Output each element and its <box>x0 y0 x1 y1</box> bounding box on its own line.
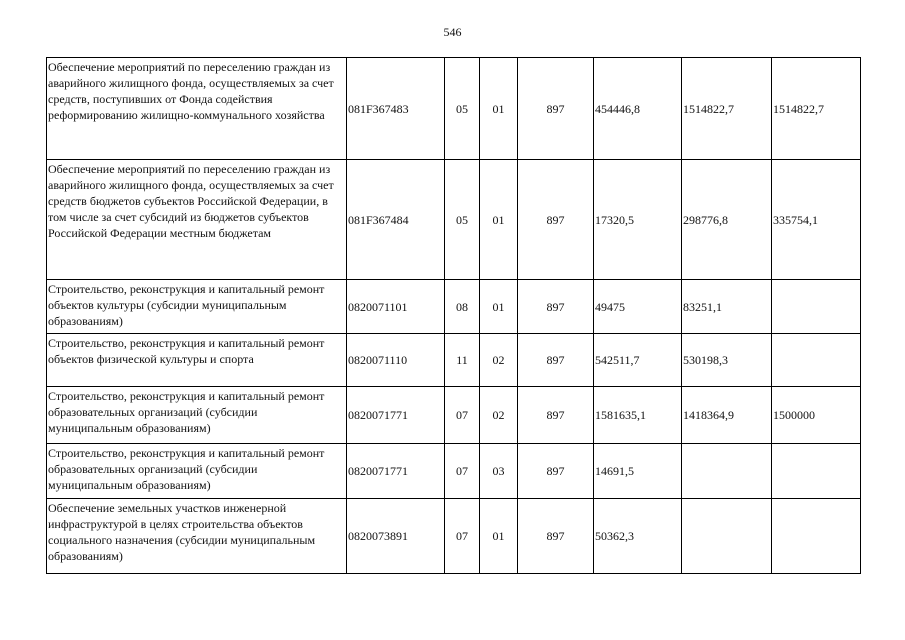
target-code-cell: 0820071771 <box>347 444 445 499</box>
amount-3-cell <box>772 280 861 334</box>
expense-name-cell: Обеспечение мероприятий по переселению граждан из аварийного жилищного фонда, осуществляемых за счет средств, поступивших от Фонда содействия реформированию жилищно-коммунального хозяйства <box>47 58 347 160</box>
subsection-cell: 01 <box>480 58 518 160</box>
amount-1-cell: 1581635,1 <box>594 387 682 444</box>
group-cell: 897 <box>518 160 594 280</box>
subsection-cell: 02 <box>480 334 518 387</box>
subsection-cell: 01 <box>480 280 518 334</box>
expense-name-cell: Строительство, реконструкция и капитальный ремонт образовательных организаций (субсидии муниципальным образованиям) <box>47 387 347 444</box>
amount-3-cell: 1500000 <box>772 387 861 444</box>
amount-2-cell: 1514822,7 <box>682 58 772 160</box>
section-cell: 08 <box>445 280 480 334</box>
expense-name-cell: Строительство, реконструкция и капитальный ремонт образовательных организаций (субсидии муниципальным образованиям) <box>47 444 347 499</box>
subsection-cell: 03 <box>480 444 518 499</box>
subsection-cell: 02 <box>480 387 518 444</box>
amount-2-cell <box>682 499 772 574</box>
target-code-cell: 0820073891 <box>347 499 445 574</box>
table-row <box>47 499 861 574</box>
amount-2-cell: 1418364,9 <box>682 387 772 444</box>
group-cell: 897 <box>518 280 594 334</box>
amount-2-cell <box>682 444 772 499</box>
target-code-cell: 0820071101 <box>347 280 445 334</box>
group-cell: 897 <box>518 387 594 444</box>
table-row <box>47 387 861 444</box>
section-cell: 05 <box>445 160 480 280</box>
table-row <box>47 280 861 334</box>
section-cell: 07 <box>445 444 480 499</box>
table-row <box>47 58 861 160</box>
subsection-cell: 01 <box>480 499 518 574</box>
group-cell: 897 <box>518 499 594 574</box>
table-row <box>47 444 861 499</box>
section-cell: 05 <box>445 58 480 160</box>
expense-name-cell: Строительство, реконструкция и капитальный ремонт объектов культуры (субсидии муниципальным образованиям) <box>47 280 347 334</box>
target-code-cell: 081F367483 <box>347 58 445 160</box>
target-code-cell: 0820071110 <box>347 334 445 387</box>
target-code-cell: 081F367484 <box>347 160 445 280</box>
amount-2-cell: 83251,1 <box>682 280 772 334</box>
amount-1-cell: 542511,7 <box>594 334 682 387</box>
expense-name-cell: Строительство, реконструкция и капитальный ремонт объектов физической культуры и спорта <box>47 334 347 387</box>
group-cell: 897 <box>518 334 594 387</box>
amount-1-cell: 50362,3 <box>594 499 682 574</box>
section-cell: 11 <box>445 334 480 387</box>
table-row <box>47 334 861 387</box>
target-code-cell: 0820071771 <box>347 387 445 444</box>
section-cell: 07 <box>445 499 480 574</box>
amount-1-cell: 17320,5 <box>594 160 682 280</box>
section-cell: 07 <box>445 387 480 444</box>
amount-2-cell: 298776,8 <box>682 160 772 280</box>
subsection-cell: 01 <box>480 160 518 280</box>
expense-name-cell: Обеспечение мероприятий по переселению граждан из аварийного жилищного фонда, осуществляемых за счет средств бюджетов субъектов Российской Федерации, в том числе за счет субсидий из бюджетов субъектов Российской Федерации местным бюджетам <box>47 160 347 280</box>
amount-2-cell: 530198,3 <box>682 334 772 387</box>
amount-3-cell: 1514822,7 <box>772 58 861 160</box>
expense-name-cell: Обеспечение земельных участков инженерной инфраструктурой в целях строительства объектов социального назначения (субсидии муниципальным образованиям) <box>47 499 347 574</box>
amount-1-cell: 49475 <box>594 280 682 334</box>
amount-1-cell: 14691,5 <box>594 444 682 499</box>
page-number: 546 <box>443 25 462 39</box>
amount-3-cell: 335754,1 <box>772 160 861 280</box>
budget-table <box>46 57 861 574</box>
table-row <box>47 160 861 280</box>
group-cell: 897 <box>518 444 594 499</box>
amount-3-cell <box>772 499 861 574</box>
group-cell: 897 <box>518 58 594 160</box>
amount-3-cell <box>772 444 861 499</box>
amount-3-cell <box>772 334 861 387</box>
amount-1-cell: 454446,8 <box>594 58 682 160</box>
